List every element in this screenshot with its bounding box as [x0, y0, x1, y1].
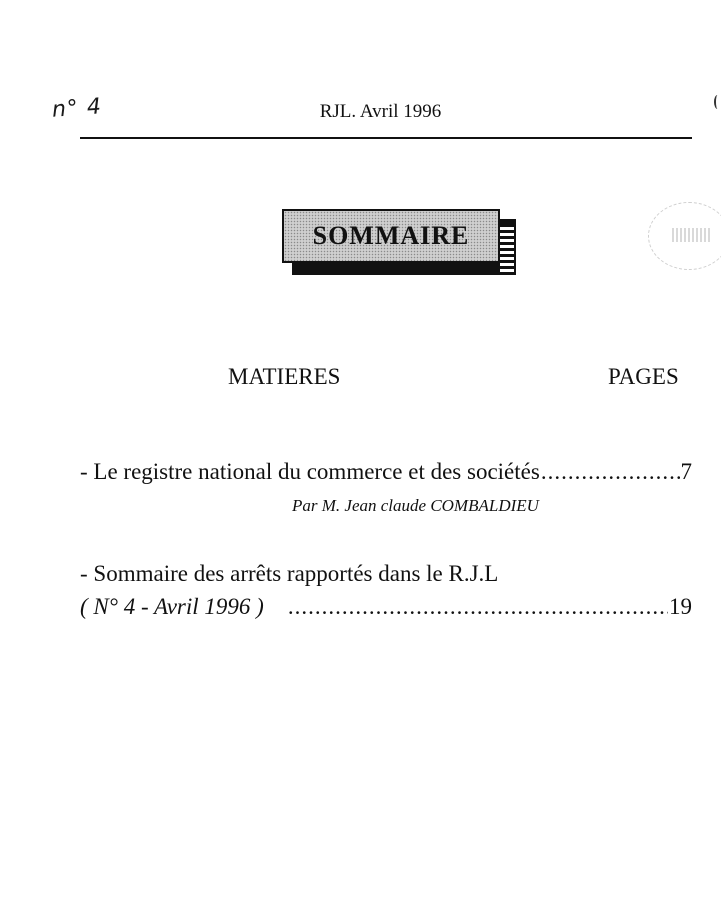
column-header-pages: PAGES [608, 364, 679, 389]
toc-entry-subtitle: ( N° 4 - Avril 1996 ) [80, 594, 264, 619]
toc-entry [80, 459, 692, 485]
edge-mark [714, 95, 721, 109]
dot-leader [288, 594, 668, 620]
dot-leader [541, 459, 680, 485]
badge-stripes [500, 224, 514, 272]
header-rule [80, 137, 692, 139]
toc-entry-page: 19 [669, 594, 692, 619]
toc-entry-author: Par M. Jean claude COMBALDIEU [292, 496, 539, 515]
column-header-subjects: MATIERES [228, 364, 341, 389]
page-header-title: RJL. Avril 1996 [319, 101, 442, 122]
sommaire-badge [282, 209, 500, 263]
toc-entry [80, 594, 692, 620]
sommaire-badge-label: SOMMAIRE [312, 221, 470, 250]
handwritten-issue-note: n° 4 [51, 94, 103, 123]
faded-stamp-text [672, 228, 712, 242]
toc-entry-page: 7 [680, 459, 692, 484]
toc-entry-title: - Sommaire des arrêts rapportés dans le R.J.L [80, 561, 499, 586]
toc-entry-title: - Le registre national du commerce et des sociétés [80, 459, 540, 484]
